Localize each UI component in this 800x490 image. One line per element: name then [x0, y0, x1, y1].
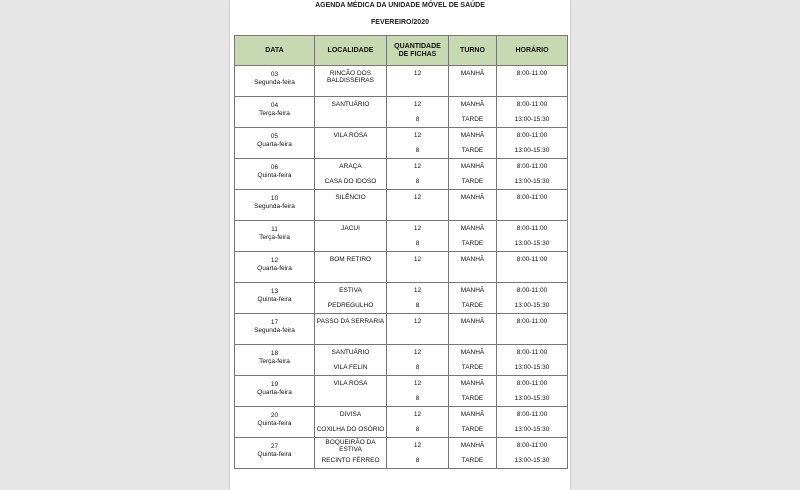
- localidade-value: VILA ROSA: [333, 132, 368, 139]
- document-subtitle: FEVEREIRO/2020: [371, 19, 429, 26]
- horario-value: 8:00-11:00: [516, 70, 548, 77]
- day-number: 20: [270, 412, 279, 419]
- localidade-cell: [315, 283, 387, 314]
- horario-value: 13:00-15:30: [514, 364, 550, 371]
- table-row: [235, 376, 568, 407]
- turno-value: MANHÃ: [460, 132, 485, 139]
- quantidade-value: 12: [413, 163, 422, 170]
- localidade-cell: [315, 407, 387, 438]
- horario-cell: [497, 314, 568, 345]
- date-cell: [235, 314, 315, 345]
- quantidade-value: 8: [415, 147, 420, 154]
- table-row: [235, 128, 568, 159]
- day-number: 04: [270, 102, 279, 109]
- document-page: [230, 0, 570, 490]
- weekday: Quarta-feira: [257, 265, 292, 272]
- turno-value: TARDE: [461, 395, 484, 402]
- turno-value: TARDE: [461, 147, 484, 154]
- quantidade-value: 12: [413, 349, 422, 356]
- localidade-value: [315, 391, 386, 406]
- turno-cell: [449, 221, 497, 252]
- date-cell: [235, 128, 315, 159]
- quantidade-cell: [387, 66, 449, 97]
- localidade-value: RECINTO FÉRREO: [321, 457, 380, 464]
- weekday: Quarta-feira: [257, 141, 292, 148]
- horario-value: 13:00-15:30: [514, 426, 550, 433]
- localidade-value: VILA ROSA: [333, 380, 368, 387]
- table-row: [235, 345, 568, 376]
- day-number: 17: [270, 319, 279, 326]
- quantidade-value: 12: [413, 318, 422, 325]
- table-row: [235, 221, 568, 252]
- turno-value: TARDE: [461, 116, 484, 123]
- horario-value: 8:00-11:00: [516, 163, 548, 170]
- turno-cell: [449, 314, 497, 345]
- date-cell: [235, 438, 315, 469]
- horario-value: 8:00-11:00: [516, 101, 548, 108]
- horario-value: 8:00-11:00: [516, 194, 548, 201]
- horario-value: 8:00-11:00: [516, 349, 548, 356]
- day-number: 18: [270, 350, 279, 357]
- turno-value: TARDE: [461, 426, 484, 433]
- horario-value: 8:00-11:00: [516, 380, 548, 387]
- horario-value: 8:00-11:00: [516, 132, 548, 139]
- day-number: 19: [270, 381, 279, 388]
- localidade-value: DIVISA: [339, 411, 362, 418]
- horario-value: 13:00-15:30: [514, 302, 550, 309]
- quantidade-cell: [387, 221, 449, 252]
- quantidade-value: 12: [413, 101, 422, 108]
- localidade-cell: [315, 97, 387, 128]
- turno-value: TARDE: [461, 240, 484, 247]
- weekday: Quarta-feira: [257, 389, 292, 396]
- weekday: Quinta-feira: [257, 451, 292, 458]
- turno-cell: [449, 283, 497, 314]
- localidade-cell: [315, 66, 387, 97]
- turno-value: MANHÃ: [460, 194, 485, 201]
- quantidade-value: 8: [415, 364, 420, 371]
- turno-value: MANHÃ: [460, 101, 485, 108]
- date-cell: [235, 66, 315, 97]
- localidade-value: [315, 143, 386, 158]
- table-row: [235, 159, 568, 190]
- document-title: AGENDA MÉDICA DA UNIDADE MÓVEL DE SAÚDE: [315, 2, 485, 9]
- quantidade-cell: [387, 438, 449, 469]
- quantidade-value: 12: [413, 287, 422, 294]
- date-cell: [235, 376, 315, 407]
- localidade-value: BOM RETIRO: [329, 256, 372, 263]
- schedule-body: [235, 66, 568, 469]
- quantidade-value: 12: [413, 70, 422, 77]
- localidade-value: CASA DO IDOSO: [324, 178, 377, 185]
- quantidade-cell: [387, 283, 449, 314]
- day-number: 06: [270, 164, 279, 171]
- quantidade-cell: [387, 159, 449, 190]
- date-cell: [235, 190, 315, 221]
- horario-cell: [497, 128, 568, 159]
- turno-value: TARDE: [461, 178, 484, 185]
- quantidade-value: 12: [413, 256, 422, 263]
- schedule-table: [234, 35, 568, 469]
- quantidade-value: 8: [415, 426, 420, 433]
- horario-value: 13:00-15:30: [514, 178, 550, 185]
- quantidade-value: 8: [415, 457, 420, 464]
- date-cell: [235, 283, 315, 314]
- weekday: Terça-feira: [259, 110, 290, 117]
- horario-cell: [497, 252, 568, 283]
- date-cell: [235, 159, 315, 190]
- turno-value: TARDE: [461, 364, 484, 371]
- turno-cell: [449, 438, 497, 469]
- turno-value: TARDE: [461, 457, 484, 464]
- quantidade-cell: [387, 407, 449, 438]
- day-number: 27: [270, 443, 279, 450]
- quantidade-cell: [387, 190, 449, 221]
- quantidade-value: 12: [413, 411, 422, 418]
- turno-cell: [449, 159, 497, 190]
- turno-cell: [449, 97, 497, 128]
- turno-value: MANHÃ: [460, 70, 485, 77]
- weekday: Terça-feira: [259, 358, 290, 365]
- horario-value: 13:00-15:30: [514, 240, 550, 247]
- horario-value: 8:00-11:00: [516, 318, 548, 325]
- turno-cell: [449, 190, 497, 221]
- horario-value: 8:00-11:00: [516, 411, 548, 418]
- weekday: Segunda-feira: [254, 203, 295, 210]
- quantidade-value: 12: [413, 132, 422, 139]
- localidade-cell: [315, 252, 387, 283]
- localidade-value: COXILHA DO OSÓRIO: [316, 426, 385, 433]
- quantidade-value: 8: [415, 395, 420, 402]
- weekday: Quinta-feira: [257, 420, 292, 427]
- quantidade-cell: [387, 345, 449, 376]
- weekday: Quinta-feira: [257, 296, 292, 303]
- localidade-value: [315, 236, 386, 251]
- horario-value: 13:00-15:30: [514, 395, 550, 402]
- weekday: Quinta-feira: [257, 172, 292, 179]
- horario-cell: [497, 190, 568, 221]
- turno-value: MANHÃ: [460, 287, 485, 294]
- quantidade-value: 12: [413, 442, 422, 449]
- turno-value: MANHÃ: [460, 349, 485, 356]
- turno-value: MANHÃ: [460, 225, 485, 232]
- quantidade-cell: [387, 128, 449, 159]
- weekday: Segunda-feira: [254, 327, 295, 334]
- header-quantidade: QUANTIDADE DE FICHAS: [387, 36, 449, 66]
- weekday: Terça-feira: [259, 234, 290, 241]
- turno-cell: [449, 66, 497, 97]
- localidade-cell: [315, 128, 387, 159]
- quantidade-cell: [387, 314, 449, 345]
- date-cell: [235, 407, 315, 438]
- header-localidade: LOCALIDADE: [315, 36, 387, 66]
- table-row: [235, 407, 568, 438]
- horario-value: 8:00-11:00: [516, 225, 548, 232]
- horario-cell: [497, 283, 568, 314]
- localidade-value: RINCÃO DOS BALDISSEIRAS: [327, 70, 374, 84]
- table-row: [235, 66, 568, 97]
- localidade-value: [315, 112, 386, 127]
- turno-value: MANHÃ: [460, 318, 485, 325]
- date-cell: [235, 252, 315, 283]
- horario-value: 8:00-11:00: [516, 256, 548, 263]
- localidade-cell: [315, 221, 387, 252]
- turno-value: MANHÃ: [460, 256, 485, 263]
- turno-value: MANHÃ: [460, 163, 485, 170]
- horario-cell: [497, 438, 568, 469]
- localidade-value: JACUI: [341, 225, 360, 232]
- turno-value: TARDE: [461, 302, 484, 309]
- weekday: Segunda-feira: [254, 79, 295, 86]
- header-data: DATA: [235, 36, 315, 66]
- quantidade-value: 8: [415, 116, 420, 123]
- horario-cell: [497, 159, 568, 190]
- date-cell: [235, 345, 315, 376]
- localidade-value: SANTUÁRIO: [331, 101, 370, 108]
- horario-cell: [497, 376, 568, 407]
- localidade-value: ESTIVA: [339, 287, 362, 294]
- quantidade-cell: [387, 252, 449, 283]
- horario-value: 13:00-15:30: [514, 147, 550, 154]
- localidade-value: BOQUEIRÃO DA ESTIVA: [325, 438, 376, 453]
- localidade-value: SILÊNCIO: [335, 194, 366, 201]
- header-turno: TURNO: [449, 36, 497, 66]
- header-row: [235, 36, 568, 66]
- quantidade-value: 8: [415, 240, 420, 247]
- table-row: [235, 190, 568, 221]
- date-cell: [235, 221, 315, 252]
- header-horario: HORÁRIO: [497, 36, 568, 66]
- turno-value: MANHÃ: [460, 442, 485, 449]
- table-row: [235, 283, 568, 314]
- localidade-cell: [315, 345, 387, 376]
- turno-cell: [449, 128, 497, 159]
- turno-value: MANHÃ: [460, 411, 485, 418]
- day-number: 10: [270, 195, 279, 202]
- localidade-value: PEDREGULHO: [327, 302, 374, 309]
- quantidade-value: 12: [413, 194, 422, 201]
- horario-cell: [497, 66, 568, 97]
- localidade-value: SANTUÁRIO: [331, 349, 370, 356]
- table-row: [235, 314, 568, 345]
- day-number: 11: [271, 226, 278, 233]
- quantidade-cell: [387, 97, 449, 128]
- horario-value: 8:00-11:00: [516, 442, 548, 449]
- quantidade-value: 12: [413, 225, 422, 232]
- table-row: [235, 252, 568, 283]
- localidade-cell: [315, 376, 387, 407]
- table-row: [235, 97, 568, 128]
- quantidade-value: 12: [413, 380, 422, 387]
- quantidade-cell: [387, 376, 449, 407]
- localidade-cell: [315, 314, 387, 345]
- horario-value: 13:00-15:30: [514, 457, 550, 464]
- horario-cell: [497, 221, 568, 252]
- horario-value: 13:00-15:30: [514, 116, 550, 123]
- day-number: 12: [270, 257, 279, 264]
- horario-cell: [497, 345, 568, 376]
- day-number: 03: [270, 71, 279, 78]
- horario-value: 8:00-11:00: [516, 287, 548, 294]
- localidade-cell: [315, 190, 387, 221]
- turno-cell: [449, 376, 497, 407]
- localidade-cell: [315, 159, 387, 190]
- quantidade-value: 8: [415, 178, 420, 185]
- turno-value: MANHÃ: [460, 380, 485, 387]
- horario-cell: [497, 407, 568, 438]
- turno-cell: [449, 252, 497, 283]
- table-row: [235, 438, 568, 469]
- localidade-value: ARAÇA: [339, 163, 362, 170]
- quantidade-value: 8: [415, 302, 420, 309]
- turno-cell: [449, 407, 497, 438]
- turno-cell: [449, 345, 497, 376]
- localidade-value: VILA FELIN: [333, 364, 368, 371]
- horario-cell: [497, 97, 568, 128]
- localidade-value: PASSO DA SERRARIA: [316, 318, 385, 325]
- date-cell: [235, 97, 315, 128]
- day-number: 13: [270, 288, 279, 295]
- day-number: 05: [270, 133, 279, 140]
- localidade-cell: [315, 438, 387, 469]
